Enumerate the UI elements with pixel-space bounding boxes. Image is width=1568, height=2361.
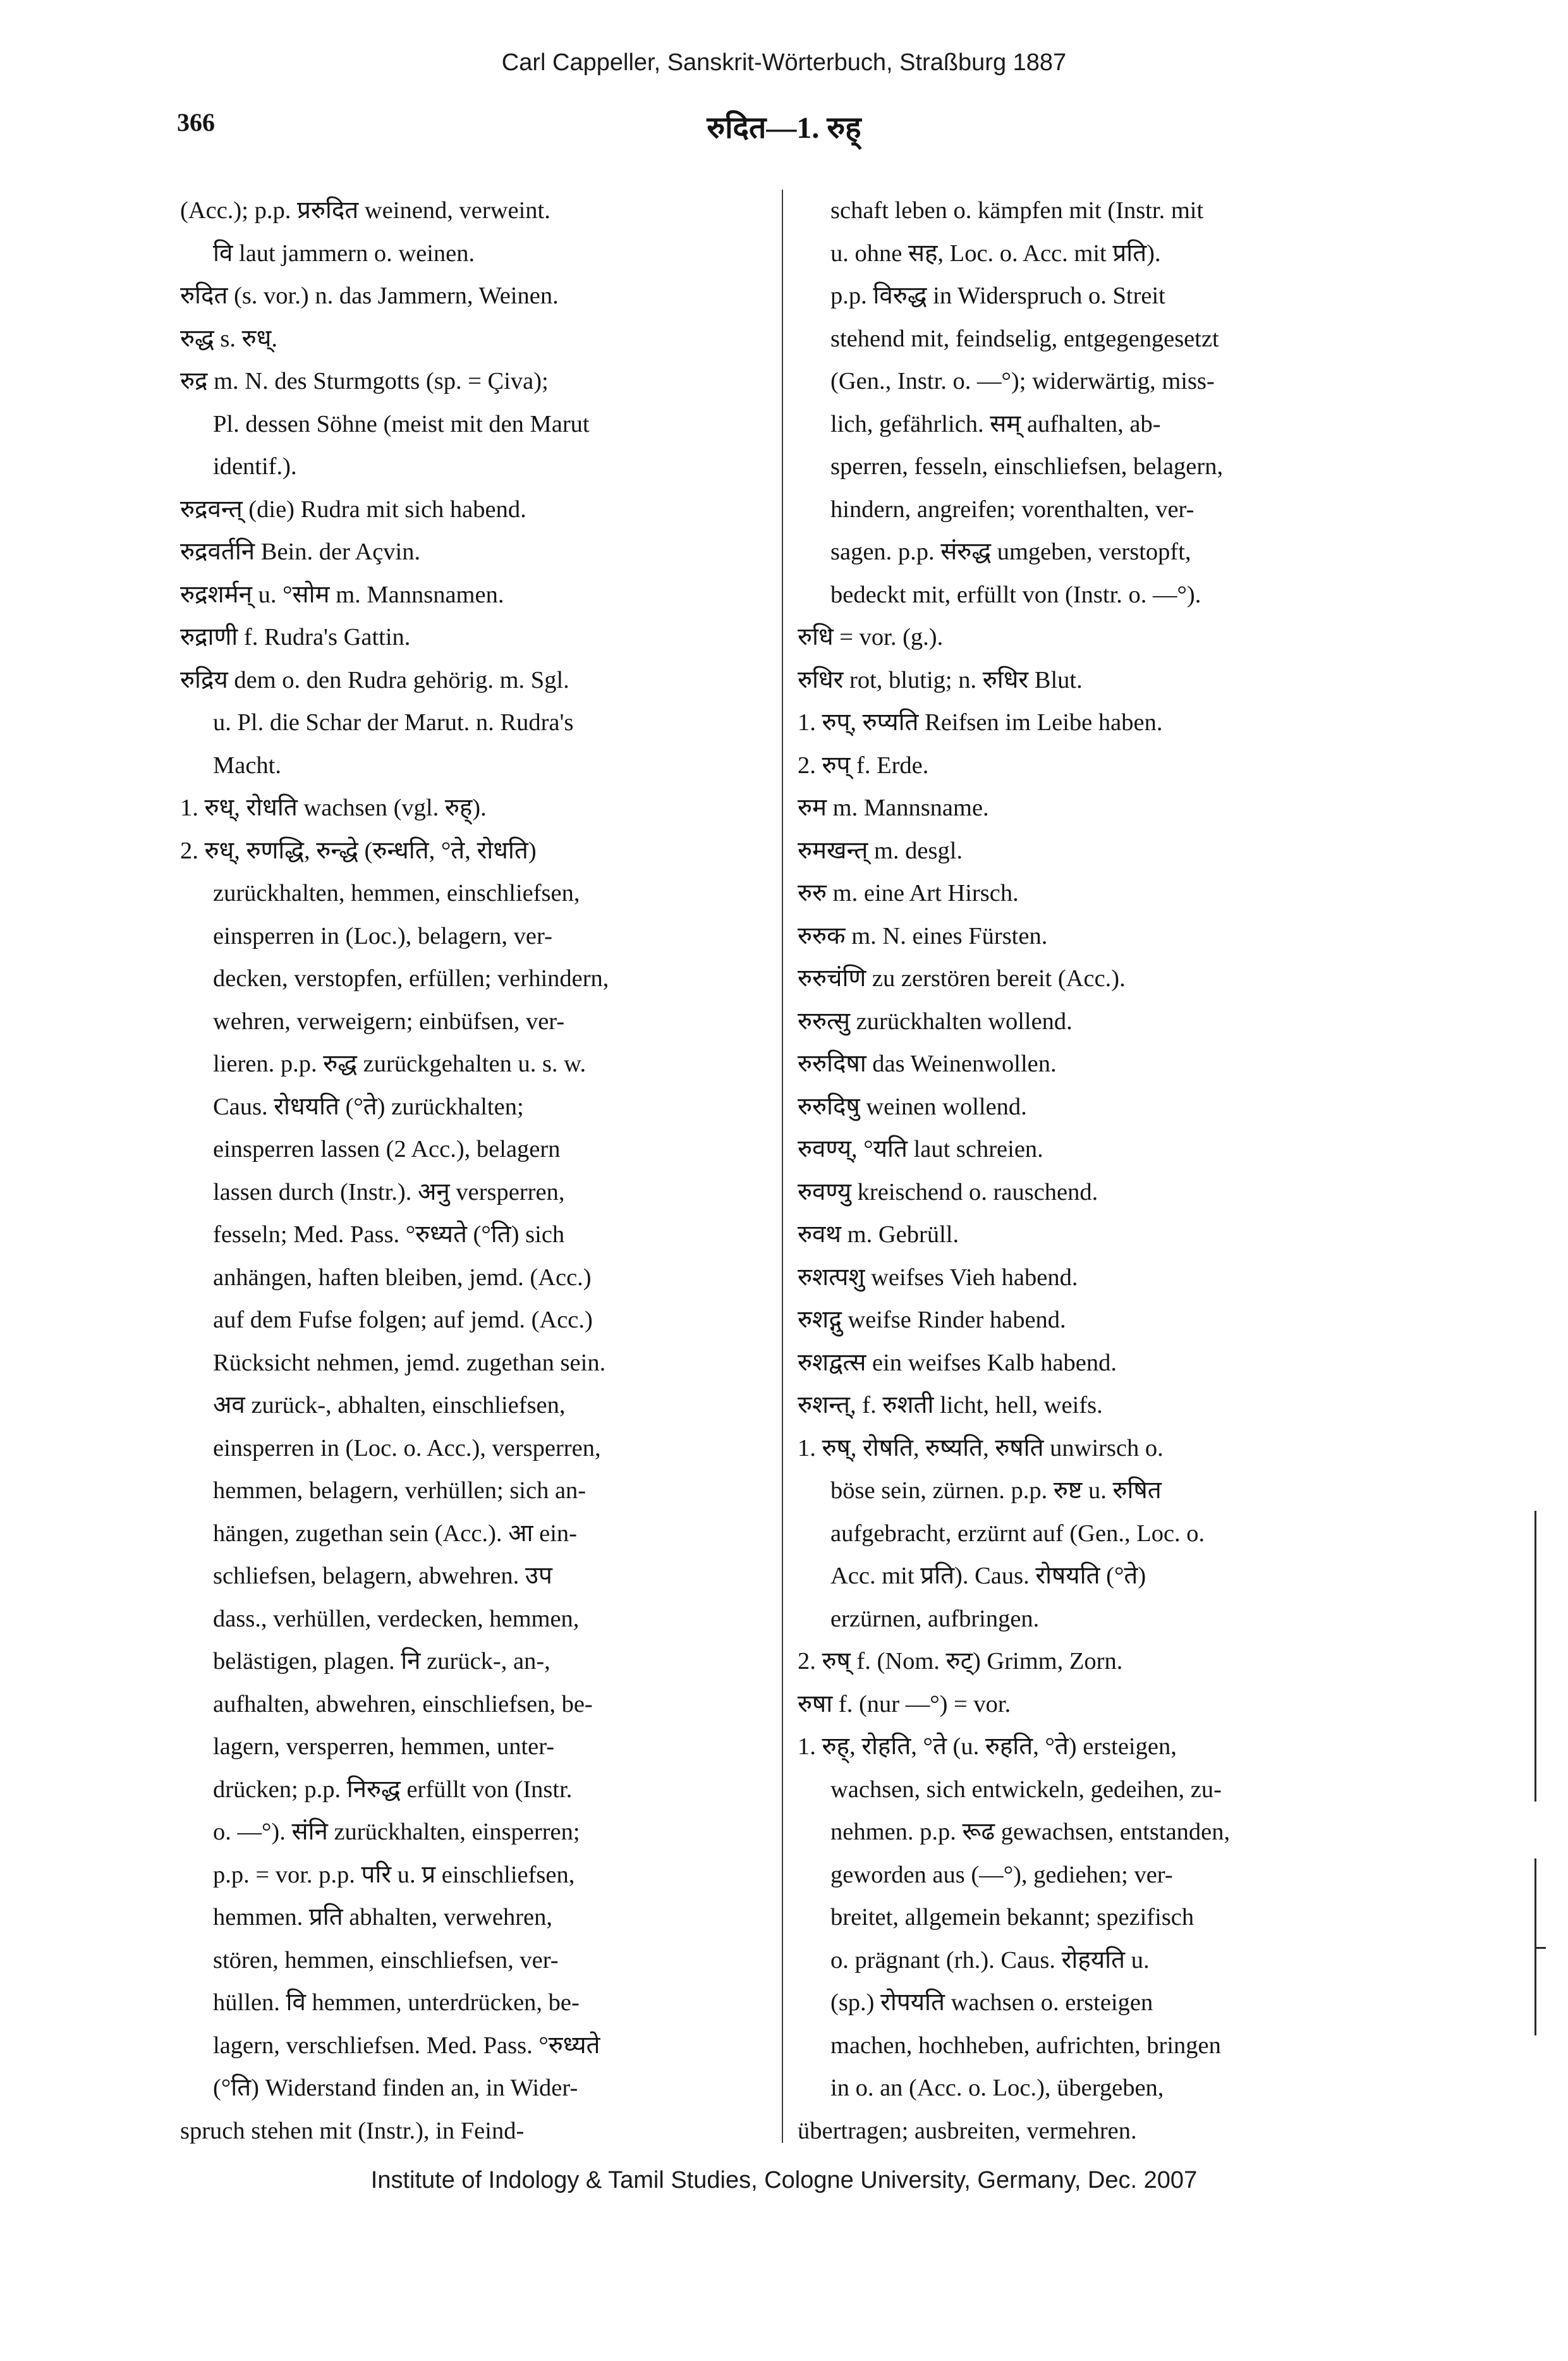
dictionary-line: रुशद्गु weifse Rinder habend. (798, 1307, 1066, 1333)
dictionary-line: o. prägnant (rh.). Caus. रोहयति u. (830, 1946, 1150, 1974)
dictionary-line: hemmen. प्रति abhalten, verwehren, (213, 1904, 553, 1931)
dictionary-line: रुद्ध s. रुध्. (180, 325, 277, 352)
dictionary-line: aufgebracht, erzürnt auf (Gen., Loc. o. (830, 1520, 1205, 1547)
dictionary-line: रुधि = vor. (g.). (798, 624, 944, 650)
dictionary-line: lassen durch (Instr.). अनु versperren, (213, 1178, 565, 1205)
dictionary-line: bedeckt mit, erfüllt von (Instr. o. —°). (830, 581, 1201, 608)
dictionary-line: auf dem Fufse folgen; auf jemd. (Acc.) (213, 1307, 593, 1333)
dictionary-line: lich, gefährlich. सम् aufhalten, ab- (830, 410, 1161, 437)
dictionary-line: stören, hemmen, einschliefsen, ver- (213, 1946, 559, 1974)
dictionary-line: (°ति) Widerstand finden an, in Wider- (213, 2075, 578, 2101)
dictionary-line: रुवण्यु kreischend o. rauschend. (798, 1178, 1098, 1205)
dictionary-line: aufhalten, abwehren, einschliefsen, be- (213, 1690, 593, 1717)
dictionary-line: p.p. = vor. p.p. परि u. प्र einschliefsen, (213, 1861, 575, 1888)
dictionary-line: रुषा f. (nur —°) = vor. (798, 1690, 1011, 1717)
dictionary-line: u. Pl. die Schar der Marut. n. Rudra's (213, 709, 574, 736)
dictionary-line: schaft leben o. kämpfen mit (Instr. mit (830, 197, 1204, 224)
dictionary-line: dass., verhüllen, verdecken, hemmen, (213, 1605, 580, 1632)
dictionary-line: रुशत्पशु weifses Vieh habend. (798, 1264, 1078, 1291)
dictionary-line: 1. रुध्, रोधति wachsen (vgl. रुह्). (180, 795, 487, 821)
dictionary-line: breitet, allgemein bekannt; spezifisch (830, 1904, 1194, 1931)
column-divider (782, 190, 783, 2143)
dictionary-line: 1. रुह्, रोहति, °ते (u. रुहति, °ते) ersteigen, (798, 1733, 1177, 1760)
dictionary-line: Pl. dessen Söhne (meist mit den Marut (213, 410, 590, 437)
dictionary-line: schliefsen, belagern, abwehren. उप (213, 1563, 552, 1589)
dictionary-line: रुरु m. eine Art Hirsch. (798, 880, 1019, 906)
dictionary-line: रुद्रिय dem o. den Rudra gehörig. m. Sgl. (180, 666, 569, 693)
dictionary-line: 2. रुध्, रुणद्धि, रुन्द्धे (रुन्धति, °ते, रोधति) (180, 837, 537, 864)
dictionary-line: रुरुचंणि zu zerstören bereit (Acc.). (798, 965, 1126, 992)
margin-mark (1535, 1511, 1536, 1802)
dictionary-line: stehend mit, feindselig, entgegengesetzt (830, 325, 1219, 352)
dictionary-line: रुद्रशर्मन् u. °सोम m. Mannsnamen. (180, 581, 504, 608)
dictionary-line: अव zurück-, abhalten, einschliefsen, (213, 1392, 566, 1418)
dictionary-line: o. —°). संनि zurückhalten, einsperren; (213, 1819, 580, 1845)
dictionary-line: belästigen, plagen. नि zurück-, an-, (213, 1648, 550, 1675)
headword-range: रुदित—1. रुह् (707, 111, 861, 145)
dictionary-line: रुद्राणी f. Rudra's Gattin. (180, 624, 411, 650)
dictionary-line: रुमखन्त् m. desgl. (798, 837, 963, 864)
page-number: 366 (177, 108, 215, 137)
dictionary-line: रुशद्वत्स ein weifses Kalb habend. (798, 1349, 1117, 1376)
left-column (180, 190, 768, 2152)
dictionary-line: रुशन्त्, f. रुशती licht, hell, weifs. (798, 1392, 1103, 1418)
dictionary-line: drücken; p.p. निरुद्ध erfüllt von (Instr. (213, 1776, 573, 1803)
dictionary-line: 1. रुष्, रोषति, रुष्यति, रुषति unwirsch o. (798, 1434, 1164, 1461)
dictionary-line: रुरुदिषु weinen wollend. (798, 1093, 1027, 1120)
dictionary-line: identif.). (213, 453, 297, 480)
dictionary-line: रुद्र m. N. des Sturmgotts (sp. = Çiva); (180, 368, 549, 394)
dictionary-line: रुरुक m. N. eines Fürsten. (798, 922, 1048, 949)
dictionary-line: machen, hochheben, aufrichten, bringen (830, 2032, 1221, 2059)
dictionary-line: रुवथ m. Gebrüll. (798, 1221, 959, 1248)
dictionary-line: रुधिर rot, blutig; n. रुधिर Blut. (798, 666, 1083, 693)
dictionary-line: u. ohne सह, Loc. o. Acc. mit प्रति). (830, 240, 1161, 267)
dictionary-line: वि laut jammern o. weinen. (213, 240, 475, 267)
margin-mark (1535, 1947, 1546, 1949)
dictionary-line: fesseln; Med. Pass. °रुध्यते (°ति) sich (213, 1221, 565, 1248)
dictionary-line: einsperren lassen (2 Acc.), belagern (213, 1136, 561, 1162)
dictionary-line: geworden aus (—°), gediehen; ver- (830, 1861, 1173, 1888)
dictionary-line: nehmen. p.p. रूढ gewachsen, entstanden, (830, 1819, 1231, 1845)
scan-credit-footer: Institute of Indology & Tamil Studies, Cologne University, Germany, Dec. 2007 (370, 2167, 1198, 2193)
dictionary-line: रुद्रवन्त् (die) Rudra mit sich habend. (180, 496, 526, 523)
dictionary-line: in o. an (Acc. o. Loc.), übergeben, (830, 2075, 1164, 2101)
dictionary-line: spruch stehen mit (Instr.), in Feind- (180, 2117, 525, 2144)
dictionary-line: (Gen., Instr. o. —°); widerwärtig, miss- (830, 368, 1215, 394)
dictionary-line: lieren. p.p. रुद्ध zurückgehalten u. s. w. (213, 1051, 586, 1077)
dictionary-line: रुदित (s. vor.) n. das Jammern, Weinen. (180, 283, 559, 309)
dictionary-line: Caus. रोधयति (°ते) zurückhalten; (213, 1093, 524, 1120)
dictionary-line: रुद्रवर्तनि Bein. der Açvin. (180, 539, 421, 565)
dictionary-line: 1. रुप्, रुप्यति Reifsen im Leibe haben. (798, 709, 1163, 736)
dictionary-line: Rücksicht nehmen, jemd. zugethan sein. (213, 1349, 606, 1376)
dictionary-line: wachsen, sich entwickeln, gedeihen, zu- (830, 1776, 1222, 1803)
dictionary-line: hängen, zugethan sein (Acc.). आ ein- (213, 1520, 577, 1547)
dictionary-line: übertragen; ausbreiten, vermehren. (798, 2117, 1137, 2144)
dictionary-line: रुरुदिषा das Weinenwollen. (798, 1051, 1057, 1077)
right-column (798, 190, 1385, 2152)
dictionary-line: Acc. mit प्रति). Caus. रोषयति (°ते) (830, 1563, 1146, 1589)
dictionary-line: einsperren in (Loc.), belagern, ver- (213, 922, 552, 949)
scan-credit-header: Carl Cappeller, Sanskrit-Wörterbuch, Straßburg 1887 (501, 49, 1067, 76)
dictionary-line: zurückhalten, hemmen, einschliefsen, (213, 880, 580, 906)
dictionary-line: lagern, verschliefsen. Med. Pass. °रुध्यते (213, 2032, 600, 2059)
dictionary-line: Macht. (213, 752, 281, 779)
dictionary-line: रुरुत्सु zurückhalten wollend. (798, 1008, 1073, 1035)
dictionary-line: hindern, angreifen; vorenthalten, ver- (830, 496, 1194, 523)
dictionary-line: lagern, versperren, hemmen, unter- (213, 1733, 555, 1760)
dictionary-line: hüllen. वि hemmen, unterdrücken, be- (213, 1989, 580, 2016)
dictionary-line: (sp.) रोपयति wachsen o. ersteigen (830, 1989, 1153, 2016)
dictionary-line: sperren, fesseln, einschliefsen, belagern, (830, 453, 1224, 480)
dictionary-line: 2. रुप् f. Erde. (798, 752, 929, 779)
dictionary-line: einsperren in (Loc. o. Acc.), versperren, (213, 1434, 601, 1461)
dictionary-line: wehren, verweigern; einbüfsen, ver- (213, 1008, 565, 1035)
dictionary-line: anhängen, haften bleiben, jemd. (Acc.) (213, 1264, 592, 1291)
dictionary-line: रुम m. Mannsname. (798, 795, 989, 821)
dictionary-line: decken, verstopfen, erfüllen; verhindern, (213, 965, 609, 992)
dictionary-line: p.p. विरुद्ध in Widerspruch o. Streit (830, 283, 1165, 309)
dictionary-line: 2. रुष् f. (Nom. रुट्) Grimm, Zorn. (798, 1648, 1123, 1675)
dictionary-line: रुवण्य्, °यति laut schreien. (798, 1136, 1043, 1162)
dictionary-line: böse sein, zürnen. p.p. रुष्ट u. रुषित (830, 1477, 1162, 1504)
dictionary-line: (Acc.); p.p. प्ररुदित weinend, verweint. (180, 197, 550, 224)
dictionary-line: erzürnen, aufbringen. (830, 1605, 1040, 1632)
dictionary-line: hemmen, belagern, verhüllen; sich an- (213, 1477, 586, 1504)
dictionary-line: sagen. p.p. संरुद्ध umgeben, verstopft, (830, 539, 1191, 565)
